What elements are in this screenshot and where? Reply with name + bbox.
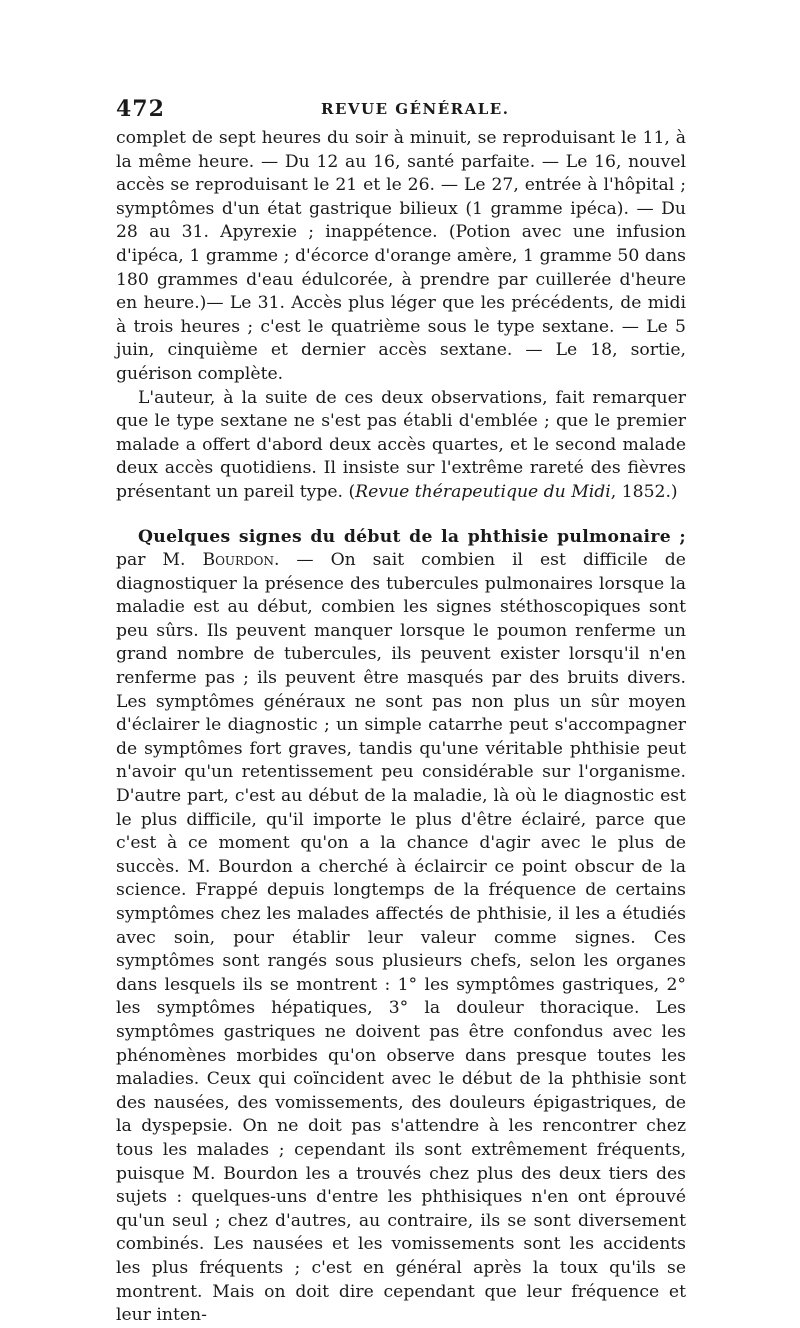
page-header bbox=[116, 96, 686, 122]
section-text: . — On sait combien il est difficile de diagnostiquer la présence des tubercules pulmonaires lorsque la maladie est au début, combien les signes stéthoscopiques sont peu sûrs. Ils peuvent manquer lorsque le poumon renferme un grand nombre de tubercules, ils peuvent exister lorsqu'il n'en renferme pas ; ils peuvent être masqués par des bruits divers. Les symptômes généraux ne sont pas non plus un sûr moyen d'éclairer le diagnostic ; un simple catarrhe peut s'accompagner de symptômes fort graves, tandis qu'une véritable phthisie peut n'avoir qu'un retentissement peu considérable sur l'organisme. D'autre part, c'est au début de la maladie, là où le diagnostic est le plus difficile, qu'il importe le plus d'être éclairé, parce que c'est à ce moment qu'on a la chance d'agir avec le plus de succès. M. Bourdon a cherché à éclaircir ce point obscur de la science. Frappé depuis longtemps de la fréquence de certains symptômes chez les malades affectés de phthisie, il les a étudiés avec soin, pour établir leur valeur comme signes. Ces symptômes sont rangés sous plusieurs chefs, selon les organes dans lesquels ils se montrent : 1° les symptômes gastriques, 2° les symptômes hépatiques, 3° la douleur thoracique. Les symptômes gastriques ne doivent pas être confondus avec les phénomènes morbides qu'on observe dans presque toutes les maladies. Ceux qui coïncident avec le début de la phthisie sont des nausées, des vomissements, des douleurs épigastriques, de la dyspepsie. On ne doit pas s'attendre à les rencontrer chez tous les malades ; cependant ils sont extrêmement fréquents, puisque M. Bourdon les a trouvés chez plus des deux tiers des sujets : quelques-uns d'entre les phthisiques n'en ont éprouvé qu'un seul ; chez d'autres, au contraire, ils se sont diversement combinés. Les nausées et les vomissements sont les accidents les plus fréquents ; c'est en général après la toux qu'ils se montrent. Mais on doit dire cependant que leur fréquence et leur inten- bbox=[116, 550, 686, 1326]
page-number: 472 bbox=[116, 96, 165, 122]
paragraph-observation-end: complet de sept heures du soir à minuit, se reproduisant le 11, à la même heure. — Du 12 au 16, santé parfaite. — Le 16, nouvel accès se reproduisant le 21 et le 26. — Le 27, entrée à l'hôpital ; symptômes d'un état gastrique bilieux (1 gramme ipéca). — Du 28 au 31. Apyrexie ; inappétence. (Potion avec une infusion d'ipéca, 1 gramme ; d'écorce d'orange amère, 1 gramme 50 dans 180 grammes d'eau édulcorée, à prendre par cuillerée d'heure en heure.)— Le 31. Accès plus léger que les précédents, de midi à trois heures ; c'est le quatrième sous le type sextane. — Le 5 juin, cinquième et dernier accès sextane. — Le 18, sortie, guérison complète. bbox=[116, 128, 686, 384]
section-title: Quelques signes du début de la phthisie pulmonaire ; bbox=[138, 526, 686, 547]
citation-year: , 1852.) bbox=[610, 481, 678, 502]
journal-citation: Revue thérapeutique du Midi bbox=[355, 481, 611, 502]
author-name: Bourdon bbox=[202, 550, 275, 571]
section-phthisie bbox=[116, 526, 686, 1328]
paragraph-author-remarks bbox=[116, 387, 686, 505]
section-spacer bbox=[116, 505, 686, 526]
body-text bbox=[116, 127, 686, 1328]
running-title: REVUE GÉNÉRALE. bbox=[321, 100, 510, 118]
author-prefix: par M. bbox=[116, 550, 203, 571]
remarks-text: L'auteur, à la suite de ces deux observations, fait remarquer que le type sextane ne s'est pas établi d'emblée ; que le premier malade a offert d'abord deux accès quartes, et le second malade deux accès quotidiens. Il insiste sur l'extrême rareté des fièvres présentant un pareil type. ( bbox=[116, 387, 686, 502]
